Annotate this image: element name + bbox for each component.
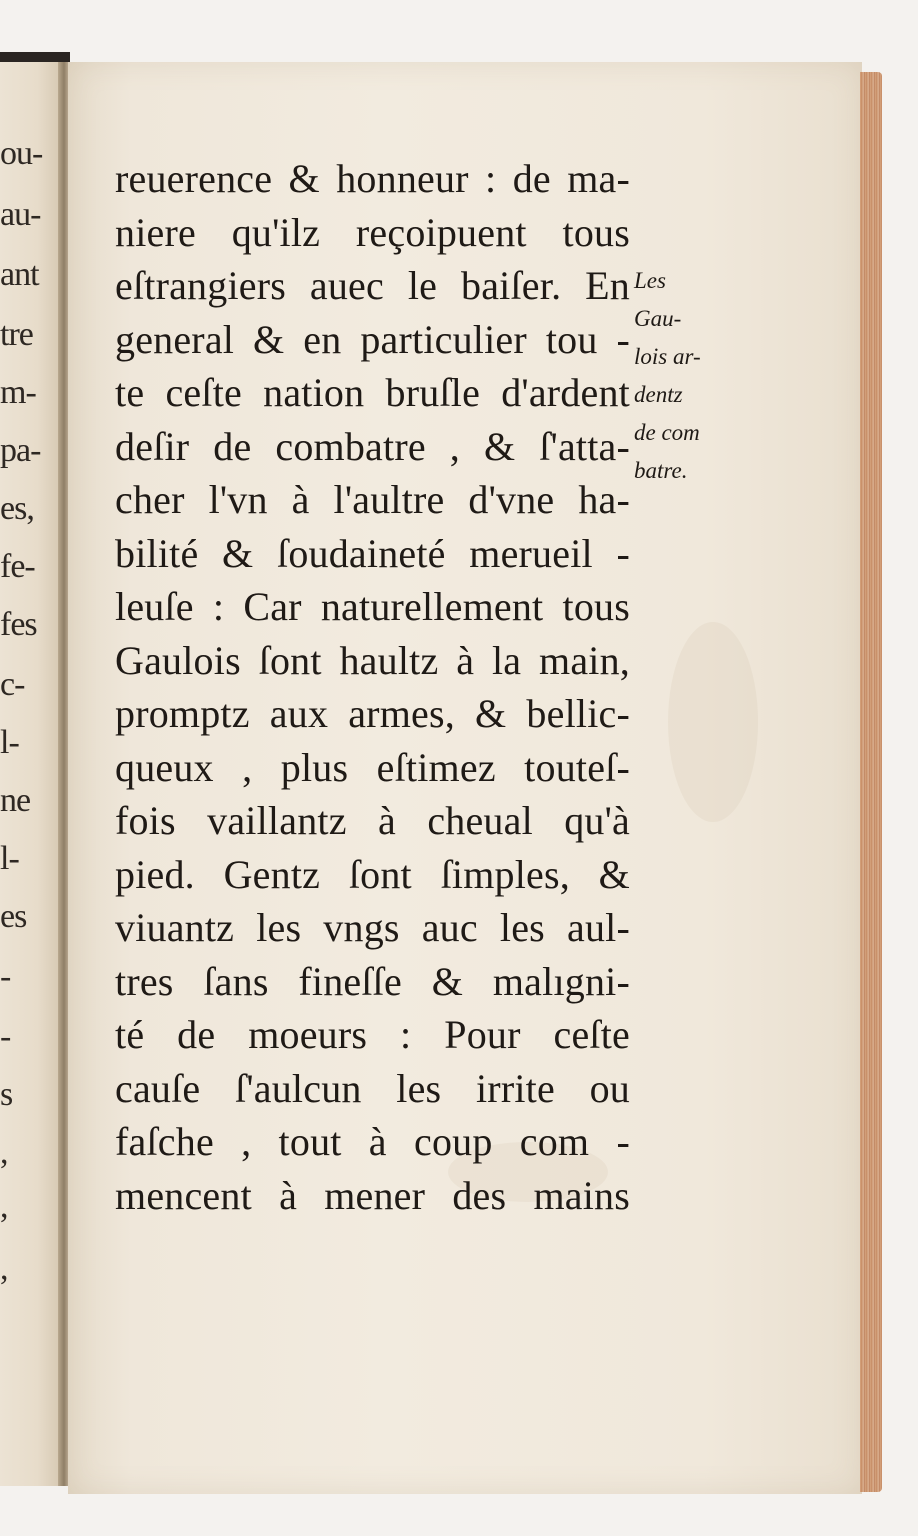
left-page-fragment: tre [0, 316, 33, 353]
text-line: faſche , tout à coup com - [115, 1119, 630, 1164]
text-line: cauſe ſ'aulcun les irrite ou [115, 1065, 630, 1111]
text-line: Gaulois ſont haultz à la main, [115, 637, 630, 683]
left-page-fragment: l- [0, 840, 19, 877]
text-line: pied. Gentz ſont ſimples, & [115, 851, 630, 897]
left-page-fragment: es [0, 898, 27, 935]
text-line: reuerence & honneur : de ma- [115, 156, 630, 201]
left-page-fragment: m- [0, 374, 36, 411]
text-line: promptz aux armes, & bellic- [115, 691, 630, 736]
left-page-fragment: es, [0, 490, 34, 527]
left-page-margin [0, 62, 62, 1486]
text-line: tres ſans fineſſe & malıgni- [115, 958, 630, 1004]
margin-note [634, 262, 714, 490]
margin-note-line: dentz [634, 382, 683, 407]
left-page-fragment: l- [0, 724, 19, 761]
left-page-fragment: ou- [0, 135, 43, 172]
margin-note-line: lois ar- [634, 344, 701, 369]
left-page-fragment: - [0, 1018, 11, 1055]
paper-stain [668, 622, 758, 822]
text-line: queux , plus eſtimez toutеſ- [115, 744, 630, 790]
text-line: deſir de combatre , & ſ'atta- [115, 423, 630, 469]
left-page-fragment: ant [0, 256, 39, 293]
text-line: mencent à mener des mains [115, 1172, 630, 1218]
left-page-fragment: au- [0, 196, 41, 233]
left-page-fragment: c- [0, 666, 25, 703]
left-page-fragment: - [0, 958, 11, 995]
margin-note-line: Gau- [634, 306, 682, 331]
text-line: cher l'vn à l'aultre d'vne ha- [115, 477, 630, 522]
left-page-fragment: fes [0, 606, 37, 643]
text-line: niere qu'ilz reçoipuent tous [115, 209, 630, 255]
text-line: eſtrangiers auec le baiſer. En [115, 263, 630, 308]
left-page-fragment: pa- [0, 432, 41, 469]
left-page-fragment: fe- [0, 548, 35, 585]
text-line: viuantz les vngs auc les aul- [115, 905, 630, 950]
left-page-fragment: , [0, 1134, 8, 1171]
left-page-fragment: s [0, 1076, 13, 1113]
left-page-fragment: ne [0, 782, 31, 819]
page-edges [860, 72, 882, 1492]
text-line: te ceſte nation bruſle d'ardent [115, 370, 630, 415]
text-line: leuſe : Car naturellement tous [115, 584, 630, 629]
text-line: bilité & ſoudaineté merueil - [115, 530, 630, 576]
margin-note-line: de com [634, 420, 700, 445]
margin-note-line: batre. [634, 458, 688, 483]
left-page-fragment: , [0, 1188, 8, 1225]
text-line: general & en particulier tou - [115, 316, 630, 362]
left-page-fragment: , [0, 1250, 8, 1287]
margin-note-line: Les [634, 268, 666, 293]
text-line: fois vaillantz à cheual qu'à [115, 798, 630, 843]
text-line: té de moeurs : Pour ceſte [115, 1012, 630, 1057]
body-text [115, 152, 630, 1222]
